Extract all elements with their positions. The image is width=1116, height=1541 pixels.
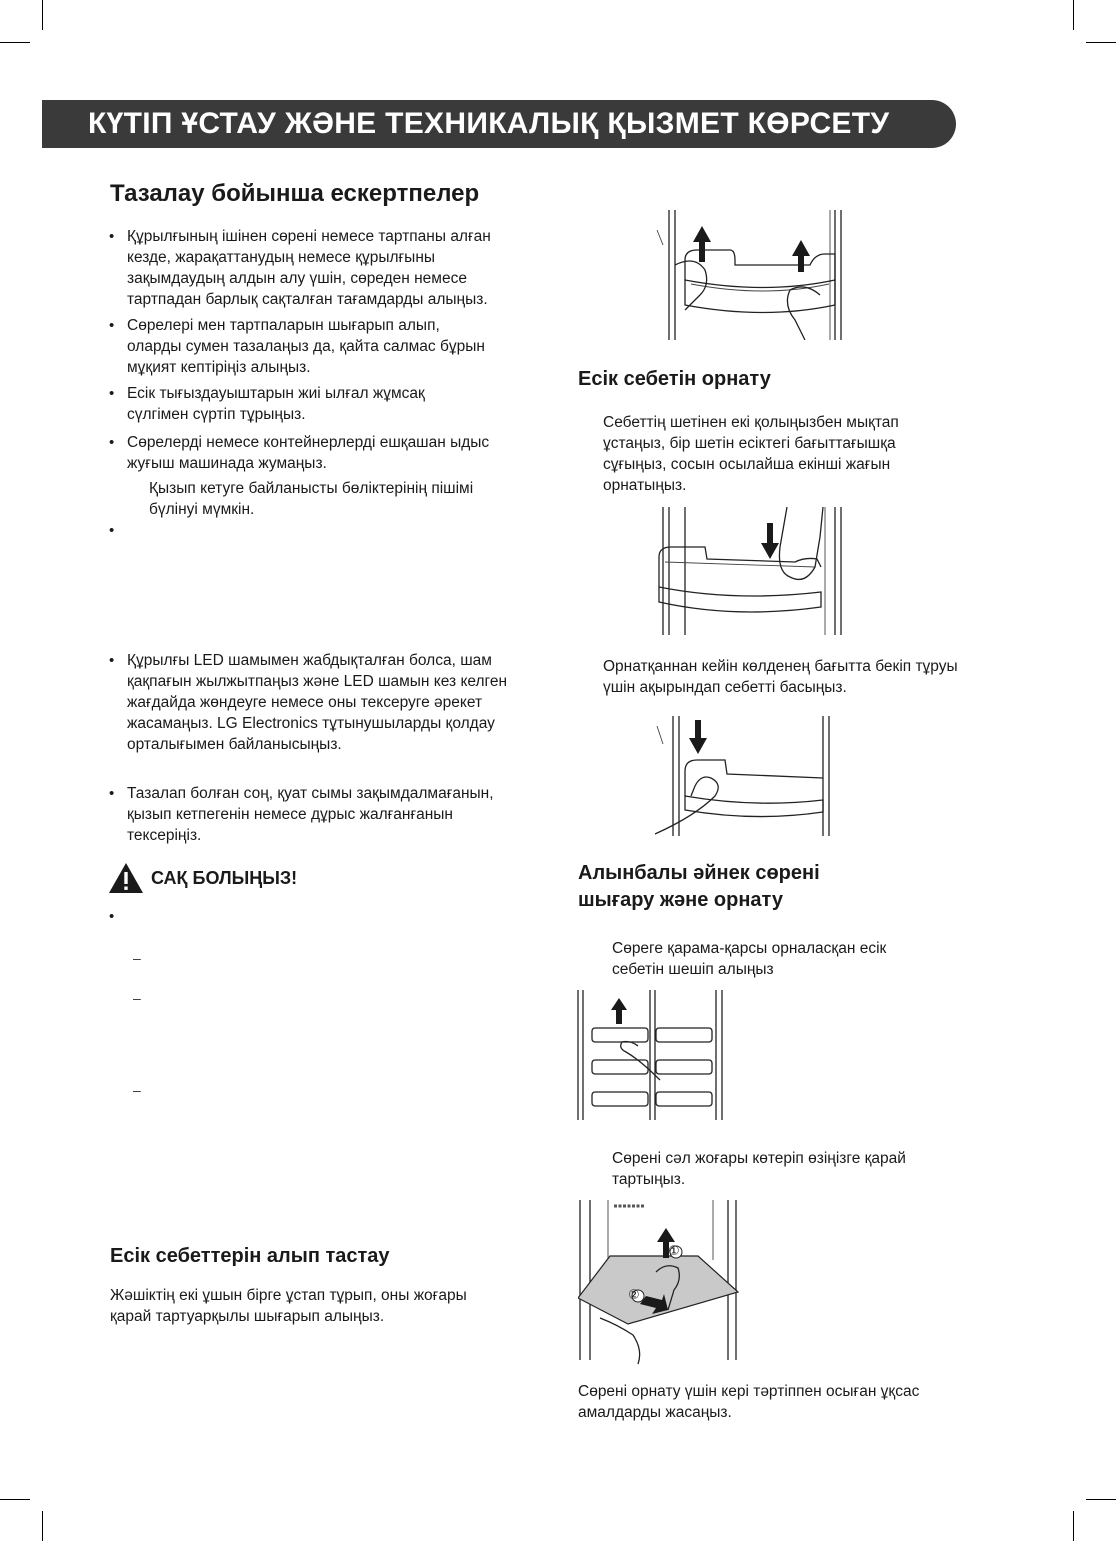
empty-bullet: • <box>109 908 115 925</box>
glass-shelf-title-line-1: Алынбалы әйнек сөрені <box>578 862 820 884</box>
empty-dash: – <box>133 990 141 1006</box>
empty-bullet: • <box>109 522 115 539</box>
crop-mark <box>1073 1511 1074 1541</box>
door-install-text-2: Орнатқаннан кейін көлденең бағытта бекіп тұруы үшін ақырындап себетті басыңыз. <box>603 658 958 696</box>
cord-bullet: • Тазалап болған соң, қуат сымы зақымдалмағанын, қызып кетпегенін немесе дұрыс жалғанғанын тексеріңіз. <box>127 783 497 846</box>
basket-removal-illustration <box>655 210 855 340</box>
led-bullet: • Құрылғы LED шамымен жабдықталған болса, шам қақпағын жылжытпаңыз және LED шамын кез келген жағдайда жөндеуге немесе оны тексеруге әрекет жасамаңыз. LG Electronics тұтынушыларды қолдау орталығымен байланысыңыз. <box>127 650 517 755</box>
crop-mark <box>1086 42 1116 43</box>
glass-shelf-step-1: Сөреге қарама-қарсы орналасқан есік себетін шешіп алыңыз <box>612 940 887 978</box>
cleaning-bullet-2: • Сөрелері мен тартпаларын шығарып алып, оларды сумен тазалаңыз да, қайта салмас бұрын мұқият кептіріңіз алыңыз. <box>127 315 497 378</box>
crop-mark <box>0 1499 30 1500</box>
door-install-title: Есік себетін орнату <box>578 368 771 390</box>
basket-press-illustration <box>655 716 831 836</box>
cleaning-bullet-3: • Есік тығыздауыштарын жиі ылғал жұмсақ сүлгімен сүртіп тұрыңыз. <box>127 383 477 425</box>
glass-shelf-title-line-2: шығару және орнату <box>578 889 783 911</box>
door-baskets-illustration <box>576 990 728 1120</box>
caution-label: САҚ БОЛЫҢЫЗ! <box>151 868 298 888</box>
basket-install-illustration <box>655 507 855 635</box>
glass-shelf-illustration <box>578 1200 740 1365</box>
marker-2: ② <box>628 1287 640 1302</box>
crop-mark <box>0 42 30 43</box>
marker-1: ① <box>668 1243 680 1258</box>
cleaning-note: Қызып кетуге байланысты бөліктерінің пішімі бүлінуі мүмкін. <box>149 480 474 518</box>
crop-mark <box>1073 0 1074 30</box>
glass-shelf-step-3: Сөрені орнату үшін кері тәртіппен осыған ұқсас амалдарды жасаңыз. <box>578 1383 920 1421</box>
empty-dash: – <box>133 950 141 966</box>
empty-dash: – <box>133 1082 141 1098</box>
glass-shelf-step-2: Сөрені сәл жоғары көтеріп өзіңізге қарай тартыңыз. <box>612 1150 906 1188</box>
door-remove-title: Есік себеттерін алып тастау <box>110 1245 390 1267</box>
crop-mark <box>42 1511 43 1541</box>
cleaning-bullet-1: • Құрылғының ішінен сөрені немесе тартпаны алған кезде, жарақаттанудың немесе құрылғыны зақымдаудың алдын алу үшін, сөреден немесе тартпадан барлық сақталған тағамдарды алыңыз. <box>127 226 537 310</box>
cleaning-title: Тазалау бойынша ескертпелер <box>110 180 480 207</box>
door-remove-text: Жәшіктің екі ұшын бірге ұстап тұрып, оны жоғары қарай тартуарқылы шығарып алыңыз. <box>110 1287 467 1325</box>
page-title: КҮТІП ҰСТАУ ЖӘНЕ ТЕХНИКАЛЫҚ ҚЫЗМЕТ КӨРСЕТУ <box>88 107 890 140</box>
crop-mark <box>42 0 43 30</box>
warning-icon <box>108 862 144 894</box>
cleaning-bullet-4: • Сөрелерді немесе контейнерлерді ешқашан ыдыс жуғыш машинада жумаңыз. <box>127 432 497 474</box>
crop-mark <box>1086 1499 1116 1500</box>
door-install-text-1: Себеттің шетінен екі қолыңызбен мықтап ұстаңыз, бір шетін есіктегі бағыттағышқа сұғыңыз, сосын осылайша екінші жағын орнатыңыз. <box>603 414 899 494</box>
